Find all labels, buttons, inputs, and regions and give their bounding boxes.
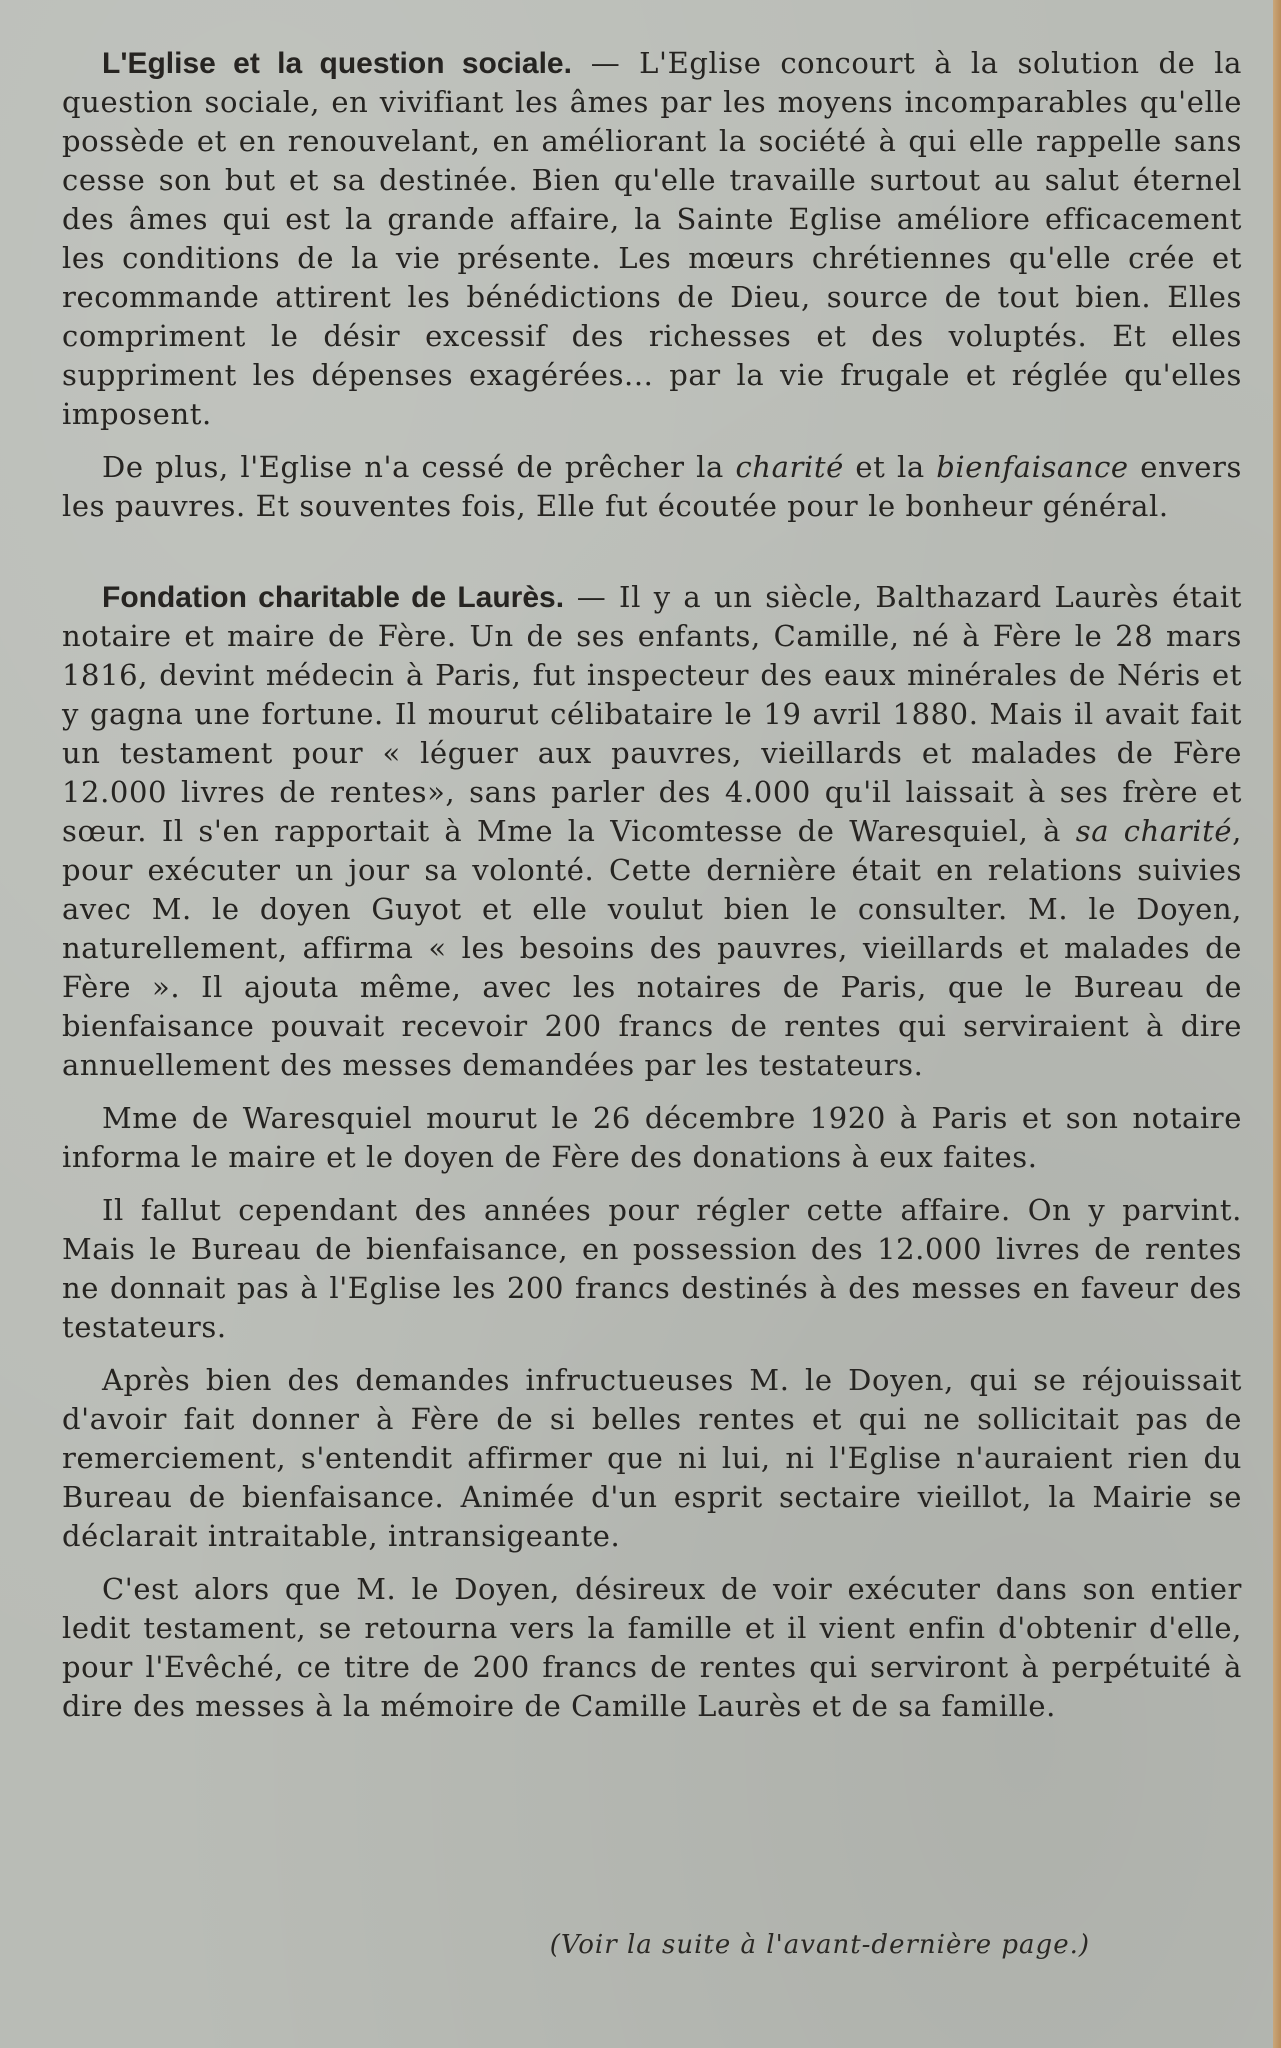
section-eglise-question-sociale — [62, 44, 1242, 526]
paragraph: Il fallut cependant des années pour régler cette affaire. On y parvint. Mais le Bureau de bienfaisance, en possession des 12.000 livres de rentes ne donnait pas à l'Eglise les 200 francs destinés à des messes en faveur des testateurs. — [62, 1193, 1242, 1344]
paragraph-text: — L'Eglise concourt à la solution de la question sociale, en vivifiant les âmes par les moyens incomparables qu'elle possède et en renouvelant, en améliorant la société à qui elle rappelle sans cesse son but et sa destinée. Bien qu'elle travaille surtout au salut éternel des âmes qui est la grande affaire, la Sainte Eglise améliore efficacement les conditions de la vie présente. Les mœurs chrétiennes qu'elle crée et recommande attirent les bénédictions de Dieu, source de tout bien. Elles compriment le désir excessif des richesses et des voluptés. Et elles suppriment les dépenses exagérées... par la vie frugale et réglée qu'elles imposent. — [62, 46, 1242, 431]
paragraph: Après bien des demandes infructueuses M. le Doyen, qui se réjouissait d'avoir fait donner à Fère de si belles rentes et qui ne sollicitait pas de remerciement, s'entendit affirmer que ni lui, ni l'Eglise n'auraient rien du Bureau de bienfaisance. Animée d'un esprit sectaire vieillot, la Mairie se déclarait intraitable, intransigeante. — [62, 1363, 1242, 1553]
paragraph — [62, 578, 1242, 1085]
paragraph-text: envers les pauvres. Et souventes fois, Elle fut écoutée pour le bonheur général. — [62, 450, 1242, 523]
italic-word: charité — [735, 450, 844, 484]
paragraph-text: — Il y a un siècle, Balthazard Laurès était notaire et maire de Fère. Un de ses enfants, Camille, né à Fère le 28 mars 1816, devint médecin à Paris, fut inspecteur des eaux minérales de Néris et y gagna une fortune. Il mourut célibataire le 19 avril 1880. Mais il avait fait un testament pour « léguer aux pauvres, vieillards et malades de Fère 12.000 livres de rentes», sans parler des 4.000 qu'il laissait à ses frère et sœur. Il s'en rapportait à Mme la Vicomtesse de Waresquiel, à — [62, 580, 1242, 848]
paragraph: C'est alors que M. le Doyen, désireux de voir exécuter dans son entier ledit testament, se retourna vers la famille et il vient enfin d'obtenir d'elle, pour l'Evêché, ce titre de 200 francs de rentes qui serviront à perpétuité à dire des messes à la mémoire de Camille Laurès et de sa famille. — [62, 1572, 1242, 1723]
paragraph-text: , pour exécuter un jour sa volonté. Cette dernière était en relations suivies avec M. le doyen Guyot et elle voulut bien le consulter. M. le Doyen, naturellement, affirma « les besoins des pauvres, vieillards et malades de Fère ». Il ajouta même, avec les notaires de Paris, que le Bureau de bienfaisance pouvait recevoir 200 francs de rentes qui serviraient à dire annuellement des messes demandées par les testateurs. — [62, 814, 1242, 1082]
paragraph: Mme de Waresquiel mourut le 26 décembre 1920 à Paris et son notaire informa le maire et le doyen de Fère des donations à eux faites. — [62, 1101, 1242, 1174]
document-page — [62, 44, 1242, 1740]
page-edge — [1273, 0, 1281, 2048]
continuation-note: (Voir la suite à l'avant-dernière page.) — [549, 1930, 1090, 1960]
italic-word: sa charité — [1075, 814, 1233, 848]
section-fondation-laures — [62, 578, 1242, 1726]
section-heading: L'Eglise et la question sociale. — [102, 47, 572, 80]
paragraph-text: et la — [843, 450, 937, 484]
paragraph-text: De plus, l'Eglise n'a cessé de prêcher la — [102, 450, 736, 484]
paragraph — [62, 44, 1242, 434]
paragraph — [62, 448, 1242, 526]
section-heading: Fondation charitable de Laurès. — [102, 581, 565, 614]
italic-word: bienfaisance — [936, 450, 1129, 484]
